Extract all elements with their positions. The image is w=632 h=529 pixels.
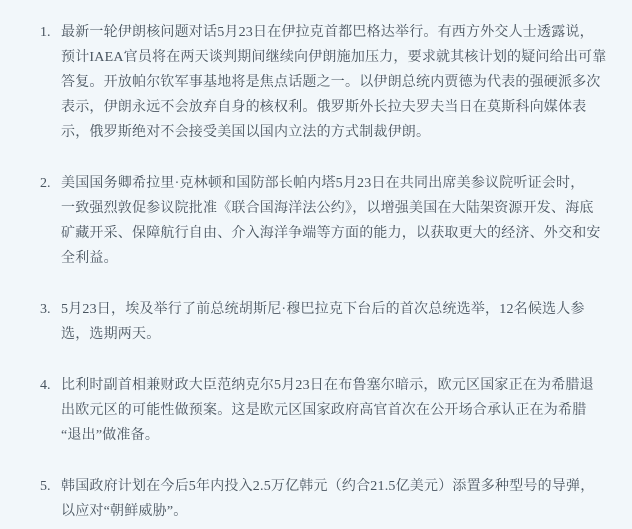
text-line: 比利时副首相兼财政大臣范纳克尔5月23日在布鲁塞尔暗示，欧元区国家正在为希腊退: [61, 378, 594, 393]
list-item-text: [61, 20, 622, 145]
list-item: [40, 373, 622, 448]
text-line: 全利益。: [61, 251, 118, 266]
text-line: 以应对“朝鲜威胁”。: [61, 504, 188, 519]
text-line: 一致强烈敦促参议院批准《联合国海洋法公约》，以增强美国在大陆架资源开发、海底: [61, 201, 594, 216]
list-item-number: 2.: [40, 176, 51, 191]
list-item: [40, 171, 622, 271]
news-list: [40, 20, 622, 524]
text-line: 韩国政府计划在今后5年内投入2.5万亿韩元（约合21.5亿美元）添置多种型号的导弹，: [61, 479, 595, 494]
text-line: 美国国务卿希拉里·克林顿和国防部长帕内塔5月23日在共同出席美参议院听证会时，: [61, 176, 585, 191]
list-item-text: [61, 171, 622, 271]
list-item-text: [61, 373, 622, 448]
text-line: 答复。开放帕尔钦军事基地将是焦点话题之一。以伊朗总统内贾德为代表的强硬派多次: [61, 75, 601, 90]
text-line: 矿藏开采、保障航行自由、介入海洋争端等方面的能力，以获取更大的经济、外交和安: [61, 226, 601, 241]
text-line: 5月23日，埃及举行了前总统胡斯尼·穆巴拉克下台后的首次总统选举，12名候选人参: [61, 302, 585, 317]
text-line: “退出”做准备。: [61, 428, 160, 443]
text-line: 预计IAEA官员将在两天谈判期间继续向伊朗施加压力，要求就其核计划的疑问给出可靠: [61, 50, 607, 65]
list-item-text: [61, 474, 622, 524]
text-line: 出欧元区的可能性做预案。这是欧元区国家政府高官首次在公开场合承认正在为希腊: [61, 403, 587, 418]
text-line: 示，俄罗斯绝对不会接受美国以国内立法的方式制裁伊朗。: [61, 125, 431, 140]
list-item: [40, 297, 622, 347]
list-item-number: 3.: [40, 302, 51, 317]
list-item: [40, 20, 622, 145]
text-line: 表示，伊朗永远不会放弃自身的核权利。俄罗斯外长拉夫罗夫当日在莫斯科向媒体表: [61, 100, 587, 115]
text-line: 选，选期两天。: [61, 327, 161, 342]
list-item-text: [61, 297, 622, 347]
list-item: [40, 474, 622, 524]
text-line: 最新一轮伊朗核问题对话5月23日在伊拉克首都巴格达举行。有西方外交人士透露说，: [61, 25, 594, 40]
list-item-number: 4.: [40, 378, 51, 393]
list-item-number: 5.: [40, 479, 51, 494]
list-item-number: 1.: [40, 25, 51, 40]
